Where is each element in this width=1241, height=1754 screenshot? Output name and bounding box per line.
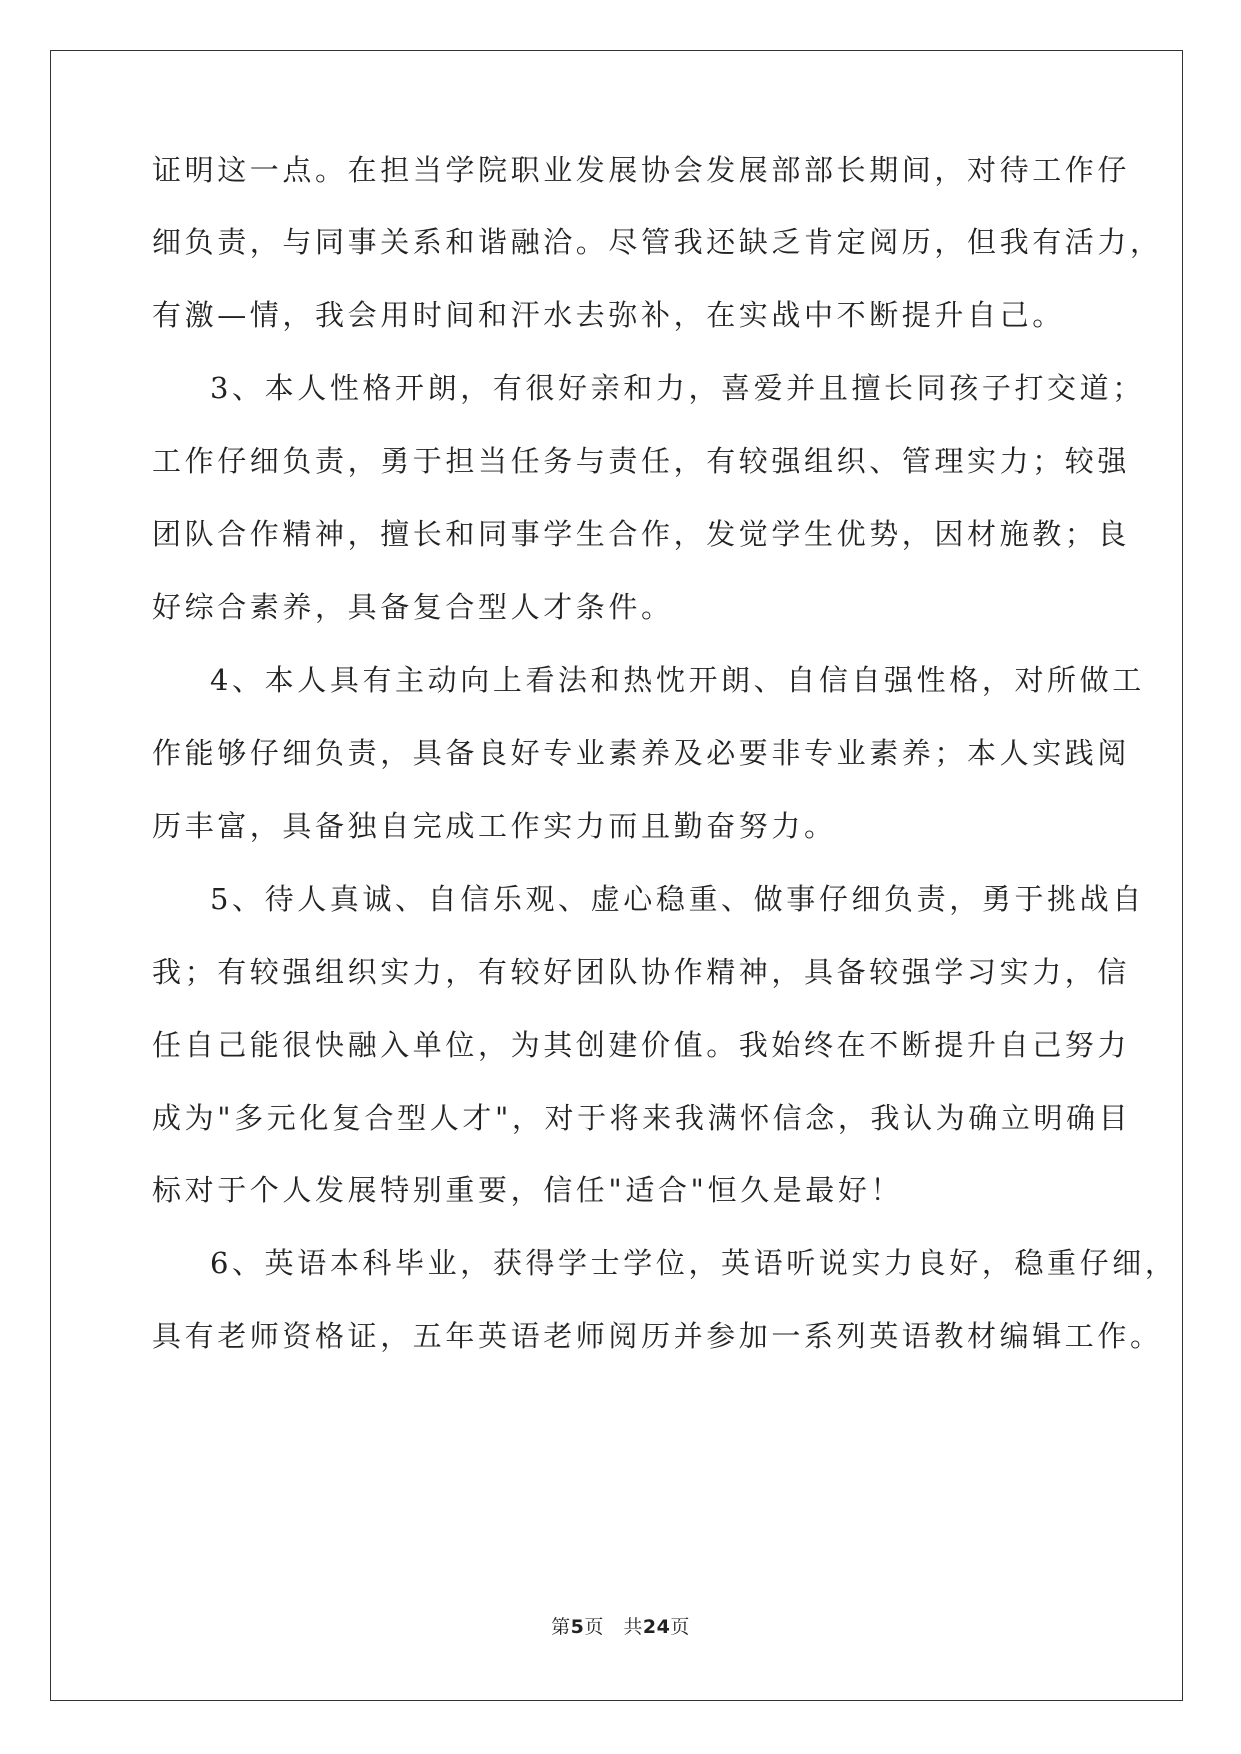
text-line: 历丰富，具备独自完成工作实力而且勤奋努力。 — [152, 809, 837, 843]
text-line: 工作仔细负责，勇于担当任务与责任，有较强组织、管理实力；较强 — [152, 444, 1131, 478]
text-line: 细负责，与同事关系和谐融洽。尽管我还缺乏肯定阅历，但我有活力， — [152, 225, 1163, 259]
text-line: 4、本人具有主动向上看法和热忱开朗、自信自强性格，对所做工 — [210, 663, 1145, 697]
text-line: 任自己能很快融入单位，为其创建价值。我始终在不断提升自己努力 — [152, 1028, 1131, 1062]
text-line: 3、本人性格开朗，有很好亲和力，喜爱并且擅长同孩子打交道； — [210, 371, 1145, 405]
text-line: 具有老师资格证，五年英语老师阅历并参加一系列英语教材编辑工作。 — [152, 1319, 1163, 1353]
text-line: 有激—情，我会用时间和汗水去弥补，在实战中不断提升自己。 — [152, 298, 1065, 332]
text-line: 成为"多元化复合型人才"，对于将来我满怀信念，我认为确立明确目 — [152, 1101, 1132, 1135]
footer-prefix: 第 — [551, 1616, 571, 1638]
page-footer — [0, 1612, 1241, 1639]
current-page-number: 5 — [570, 1616, 585, 1638]
text-line: 好综合素养，具备复合型人才条件。 — [152, 590, 674, 624]
text-line: 我；有较强组织实力，有较好团队协作精神，具备较强学习实力，信 — [152, 955, 1131, 989]
text-line: 证明这一点。在担当学院职业发展协会发展部部长期间，对待工作仔 — [152, 153, 1131, 187]
text-line: 标对于个人发展特别重要，信任"适合"恒久是最好！ — [152, 1173, 904, 1207]
text-line: 6、英语本科毕业，获得学士学位，英语听说实力良好，稳重仔细， — [210, 1246, 1178, 1280]
total-page-count: 24 — [642, 1616, 671, 1638]
text-line: 团队合作精神，擅长和同事学生合作，发觉学生优势，因材施教；良 — [152, 517, 1131, 551]
text-line: 5、待人真诚、自信乐观、虚心稳重、做事仔细负责，勇于挑战自 — [210, 882, 1145, 916]
footer-suffix: 页 — [670, 1616, 690, 1638]
footer-middle: 页 共 — [584, 1616, 643, 1638]
text-line: 作能够仔细负责，具备良好专业素养及必要非专业素养；本人实践阅 — [152, 736, 1131, 770]
